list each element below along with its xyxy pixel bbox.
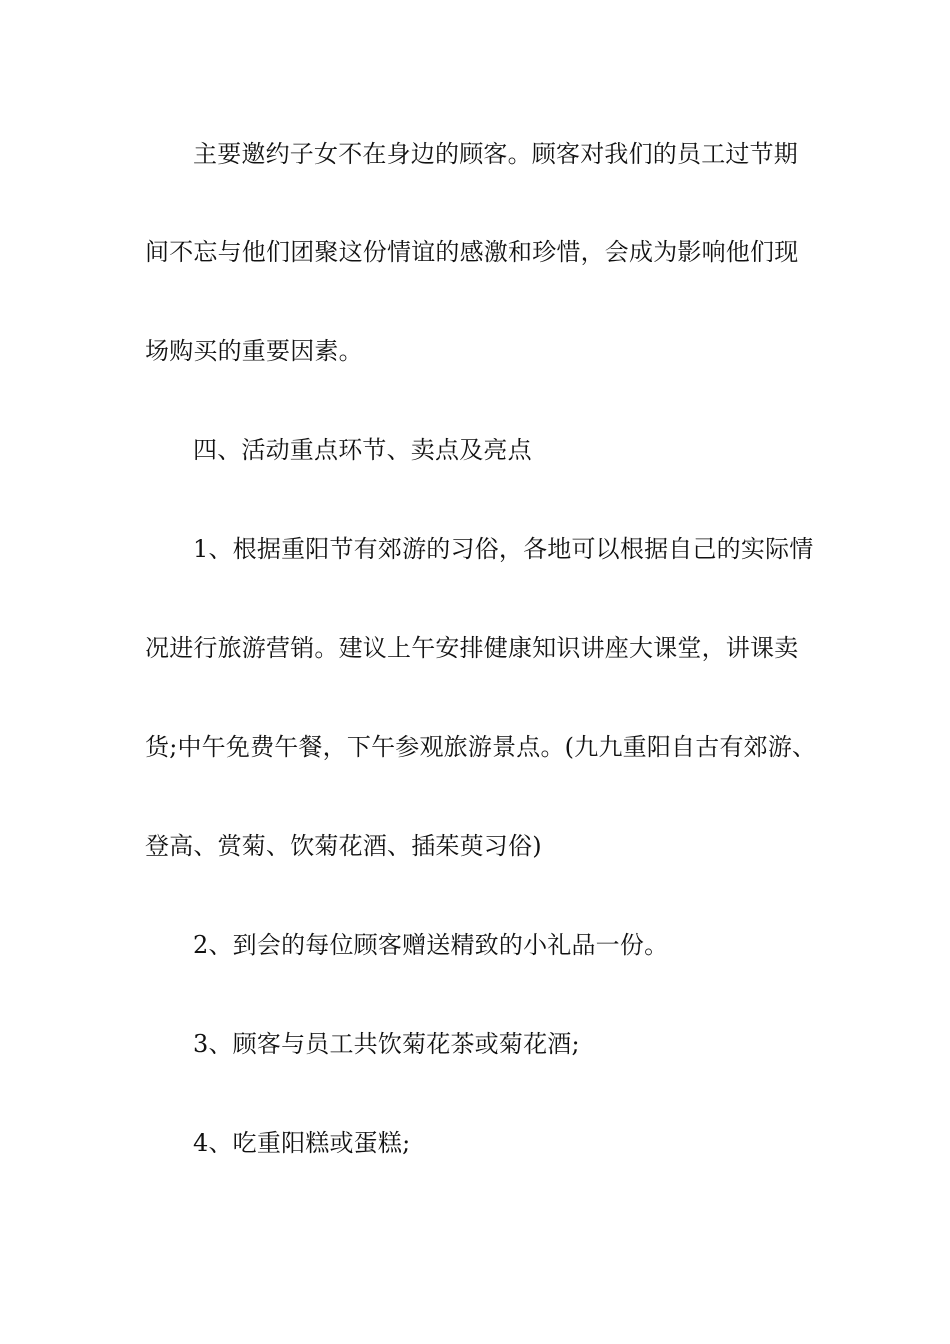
paragraph-line: 况进行旅游营销。建议上午安排健康知识讲座大课堂，讲课卖	[145, 634, 799, 662]
list-item: 3、顾客与员工共饮菊花茶或菊花酒;	[193, 1030, 580, 1058]
paragraph-line: 货;中午免费午餐，下午参观旅游景点。(九九重阳自古有郊游、	[145, 733, 817, 761]
paragraph-line: 主要邀约子女不在身边的顾客。顾客对我们的员工过节期	[193, 140, 798, 168]
paragraph-line: 场购买的重要因素。	[145, 337, 363, 365]
paragraph-line: 1、根据重阳节有郊游的习俗，各地可以根据自己的实际情	[193, 535, 814, 563]
section-heading: 四、活动重点环节、卖点及亮点	[193, 436, 532, 464]
paragraph-line: 登高、赏菊、饮菊花酒、插茱萸习俗)	[145, 832, 542, 860]
paragraph-line: 间不忘与他们团聚这份情谊的感激和珍惜，会成为影响他们现	[145, 238, 799, 266]
list-item: 4、吃重阳糕或蛋糕;	[193, 1129, 411, 1157]
list-item: 2、到会的每位顾客赠送精致的小礼品一份。	[193, 931, 669, 959]
